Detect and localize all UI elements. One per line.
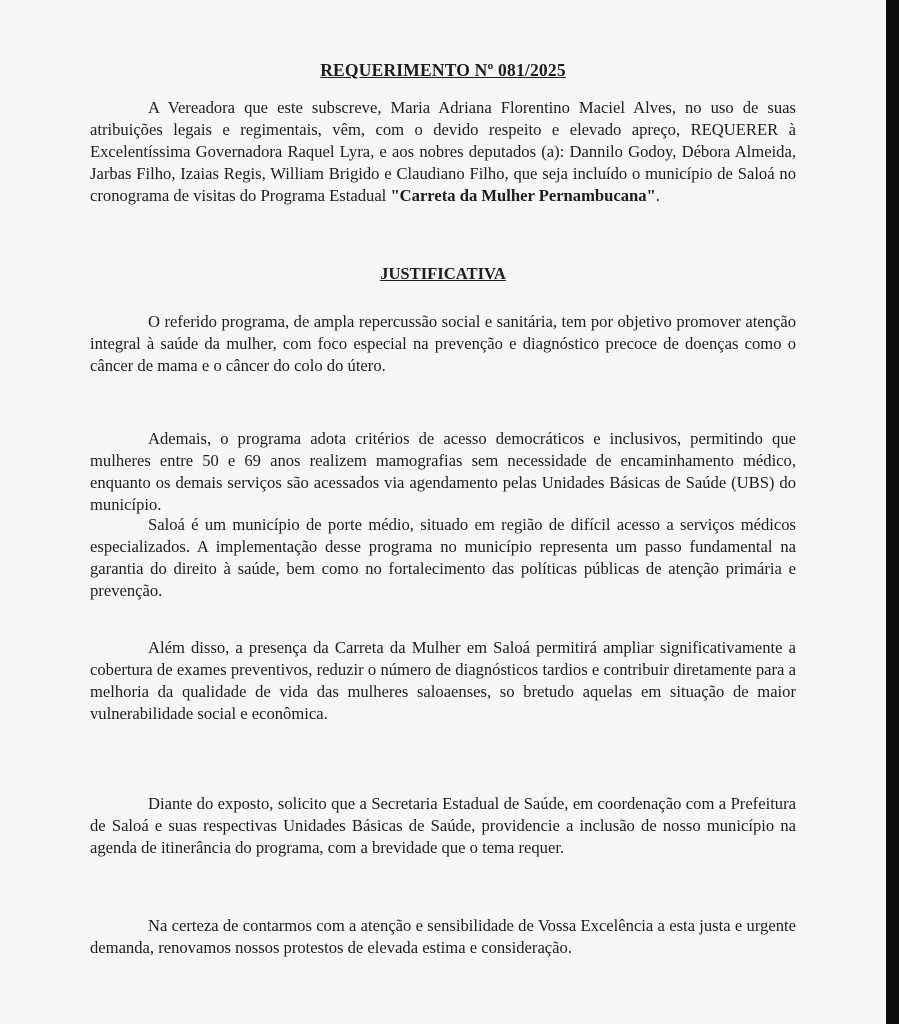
screen-border bbox=[886, 0, 899, 1024]
justification-paragraph-4: Além disso, a presença da Carreta da Mulher em Saloá permitirá ampliar significativamente a cobertura de exames preventivos, reduzir o número de diagnósticos tardios e contribuir diretamente para a melhoria da qualidade de vida das mulheres saloaenses, so bretudo aquelas em situação de maior vulnerabilidade social e econômica. bbox=[90, 638, 796, 723]
justification-paragraph-3: Saloá é um município de porte médio, situado em região de difícil acesso a serviços médicos especializados. A implementação desse programa no município representa um passo fundamental na garantia do direito à saúde, bem como no fortalecimento das políticas públicas de atenção primária e prevenção. bbox=[90, 515, 796, 600]
justification-paragraph-2: Ademais, o programa adota critérios de acesso democráticos e inclusivos, permitindo que mulheres entre 50 e 69 anos realizem mamografias sem necessidade de encaminhamento médico, enquanto os demais serviços são acessados via agendamento pelas Unidades Básicas de Saúde (UBS) do município. bbox=[90, 429, 796, 514]
justification-paragraph-5: Diante do exposto, solicito que a Secretaria Estadual de Saúde, em coordenação com a Prefeitura de Saloá e suas respectivas Unidades Básicas de Saúde, providencie a inclusão de nosso município na agenda de itinerância do programa, com a brevidade que o tema requer. bbox=[90, 794, 796, 857]
intro-text: A Vereadora que este subscreve, Maria Adriana Florentino Maciel Alves, no uso de suas atribuições legais e regimentais, vêm, com o devido respeito e elevado apreço, REQUERER à Excelentíssima Governadora Raquel Lyra, e aos nobres deputados (a): Dannilo Godoy, Débora Almeida, Jarbas Filho, Izaias Regis, William Brigido e Claudiano Filho, que seja incluído o município de Saloá no cronograma de visitas do Programa Estadual bbox=[90, 98, 796, 205]
document-title: REQUERIMENTO Nº 081/2025 bbox=[320, 60, 566, 80]
intro-paragraph bbox=[90, 97, 796, 207]
intro-text-end: . bbox=[655, 186, 660, 205]
justification-heading: JUSTIFICATIVA bbox=[380, 264, 506, 283]
program-name: "Carreta da Mulher Pernambucana" bbox=[390, 186, 656, 205]
closing-paragraph: Na certeza de contarmos com a atenção e sensibilidade de Vossa Excelência a esta justa e urgente demanda, renovamos nossos protestos de elevada estima e consideração. bbox=[90, 916, 796, 957]
justification-paragraph-1: O referido programa, de ampla repercussão social e sanitária, tem por objetivo promover atenção integral à saúde da mulher, com foco especial na prevenção e diagnóstico precoce de doenças como o câncer de mama e o câncer do colo do útero. bbox=[90, 312, 796, 375]
